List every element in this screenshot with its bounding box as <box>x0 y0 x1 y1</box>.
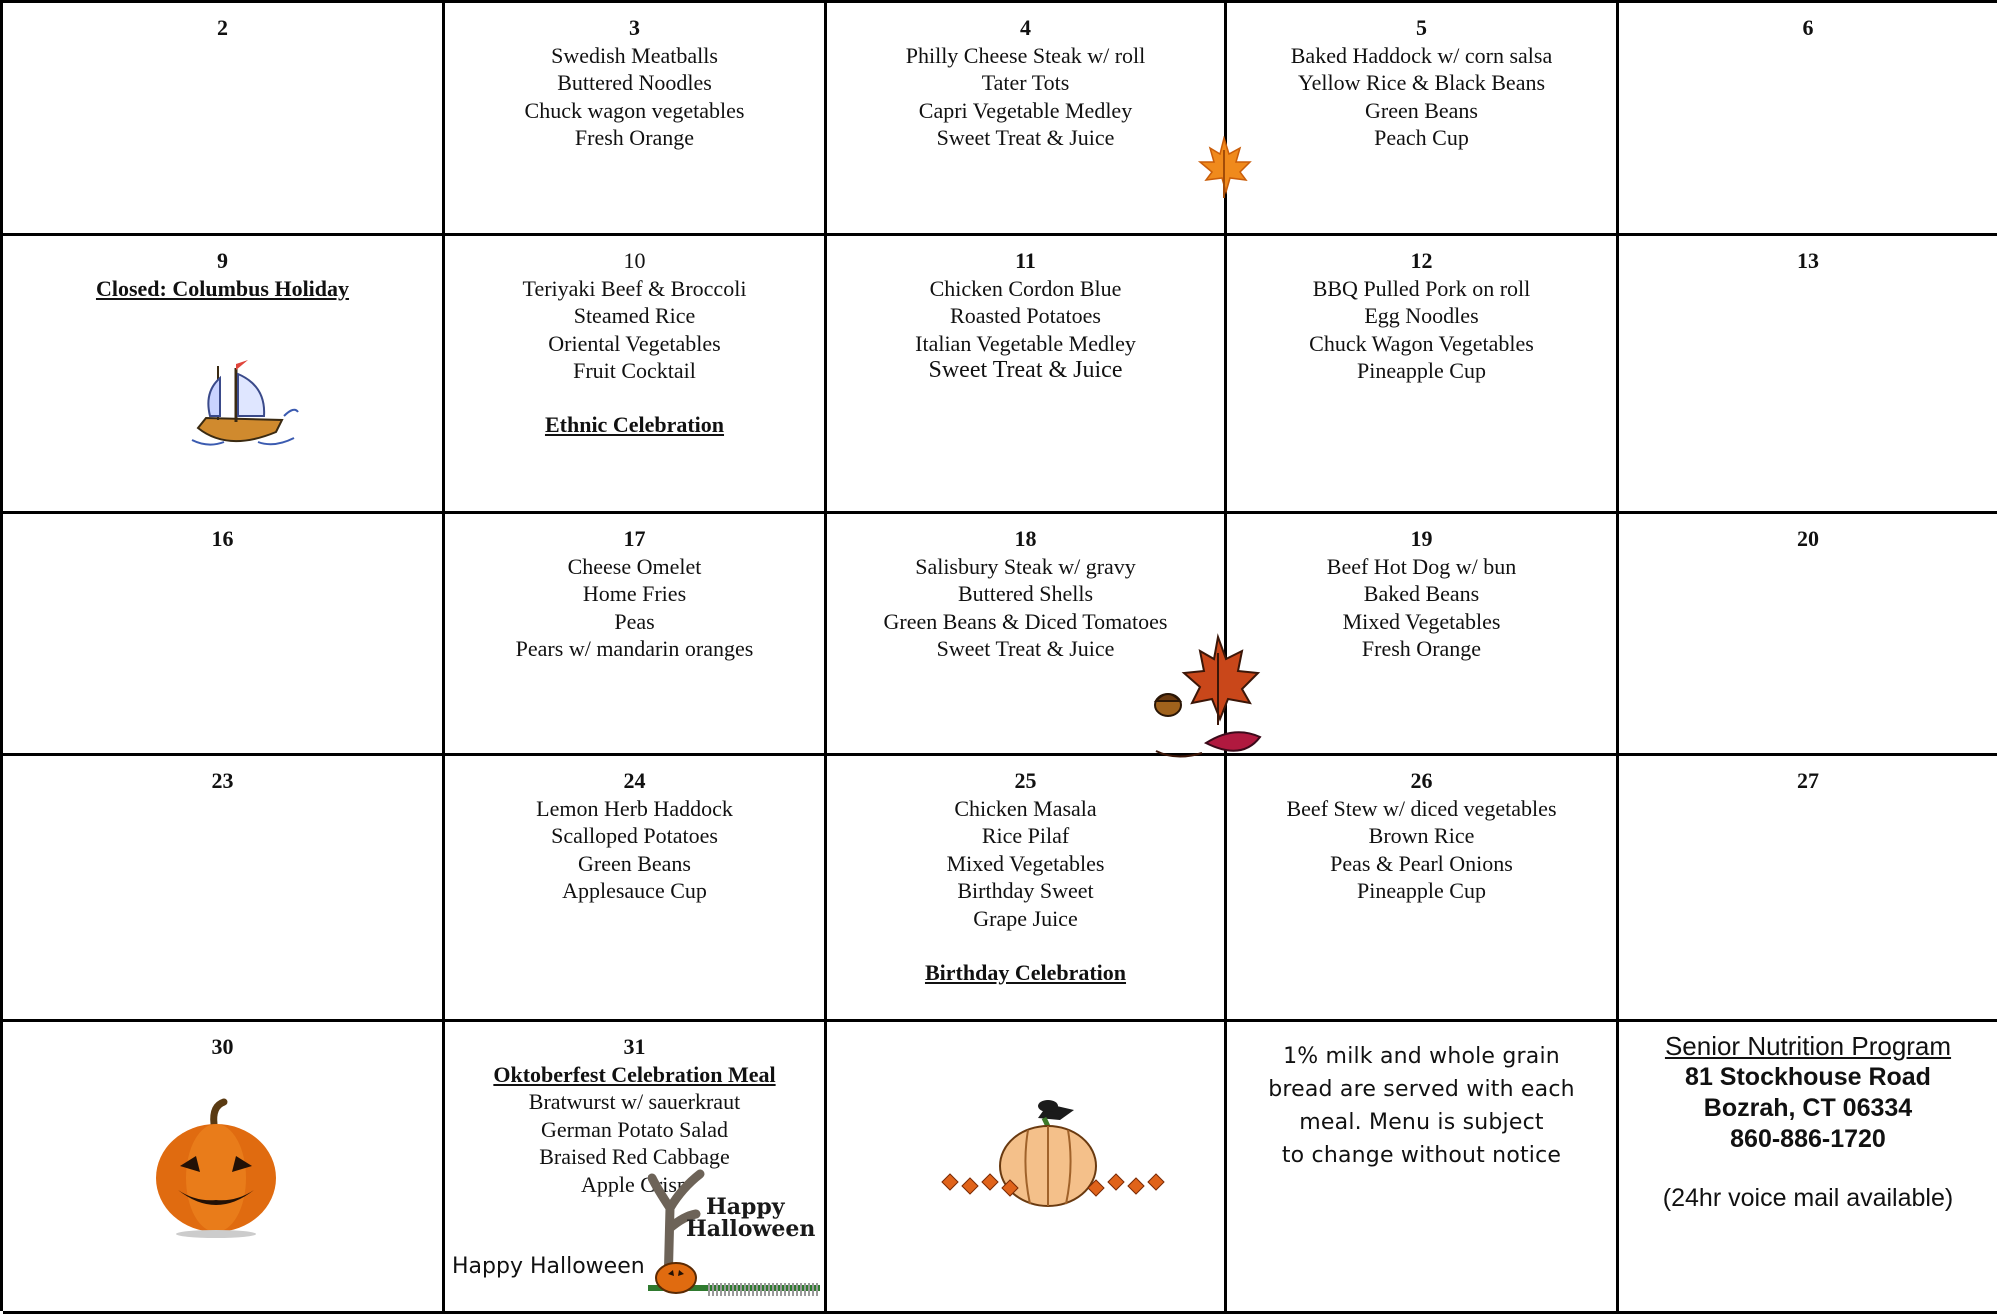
menu-item: Rice Pilaf <box>981 823 1070 848</box>
day-number: 12 <box>1410 248 1433 273</box>
day-cell-27 <box>1619 756 1997 1022</box>
day-number: 17 <box>623 526 646 551</box>
menu-item: Green Beans & Diced Tomatoes <box>883 608 1168 634</box>
menu-item: Buttered Shells <box>957 581 1094 606</box>
voicemail-note: (24hr voice mail available) <box>1662 1184 1954 1212</box>
menu-item: Oriental Vegetables <box>548 330 721 356</box>
menu-item: Grape Juice <box>973 905 1078 931</box>
sign-label-halloween: Halloween <box>686 1216 816 1242</box>
menu-item: Baked Haddock w/ corn salsa <box>1290 42 1553 68</box>
menu-item: Apple Crisp <box>581 1171 688 1197</box>
menu-item: Lemon Herb Haddock <box>536 795 733 821</box>
menu-item: Teriyaki Beef & Broccoli <box>522 275 747 301</box>
menu-item: Tater Tots <box>981 70 1070 95</box>
day-cell-16 <box>3 514 445 756</box>
menu-item: Home Fries <box>582 581 687 606</box>
day-number: 10 <box>623 248 646 273</box>
menu-note <box>1227 1022 1619 1314</box>
menu-item: Swedish Meatballs <box>551 42 718 68</box>
day-number: 9 <box>217 248 228 273</box>
menu-item: Egg Noodles <box>1364 303 1479 328</box>
event-label: Ethnic Celebration <box>544 411 725 437</box>
menu-item: Beef Hot Dog w/ bun <box>1326 553 1517 579</box>
day-cell-13 <box>1619 236 1997 514</box>
program-phone: 860-886-1720 <box>1730 1125 1886 1153</box>
menu-item: Salisbury Steak w/ gravy <box>915 553 1136 579</box>
day-number: 27 <box>1797 768 1819 793</box>
menu-item: Brown Rice <box>1368 823 1475 848</box>
maple-leaf-icon <box>1196 136 1252 202</box>
event-label: Birthday Celebration <box>924 960 1127 985</box>
menu-item: Pineapple Cup <box>1357 878 1486 903</box>
menu-item: Peach Cup <box>1374 125 1469 150</box>
menu-item: Sweet Treat & Juice <box>936 125 1115 150</box>
menu-item: Green Beans <box>1364 97 1478 123</box>
day-number: 31 <box>623 1034 646 1059</box>
note-line: to change without notice <box>1281 1143 1562 1168</box>
day-cell-20 <box>1619 514 1997 756</box>
day-number: 24 <box>623 768 646 793</box>
jack-o-lantern-icon <box>152 1096 280 1238</box>
menu-item: Fruit Cocktail <box>573 358 696 383</box>
day-number: 19 <box>1410 526 1433 551</box>
menu-item: German Potato Salad <box>541 1116 728 1142</box>
menu-item: Italian Vegetable Medley <box>915 330 1136 356</box>
day-cell-10 <box>445 236 827 514</box>
menu-item: Pears w/ mandarin oranges <box>515 636 754 661</box>
day-number: 26 <box>1410 768 1433 793</box>
ship-icon <box>188 356 302 460</box>
day-cell-24 <box>445 756 827 1022</box>
menu-item: Sweet Treat & Juice <box>928 357 1123 383</box>
day-number: 4 <box>1020 15 1031 40</box>
day-cell-11 <box>827 236 1227 514</box>
menu-item: Mixed Vegetables <box>1342 608 1501 634</box>
program-city: Bozrah, CT 06334 <box>1703 1094 1913 1122</box>
menu-item: Sweet Treat & Juice <box>936 636 1115 661</box>
menu-item: Fresh Orange <box>1361 636 1482 661</box>
day-number: 3 <box>629 15 640 40</box>
menu-item: Peas & Pearl Onions <box>1330 850 1513 876</box>
menu-item: Pineapple Cup <box>1357 358 1486 383</box>
note-line: meal. Menu is subject <box>1299 1110 1544 1135</box>
day-cell-3 <box>445 3 827 236</box>
menu-item: Steamed Rice <box>573 303 696 328</box>
program-info <box>1619 1022 1997 1314</box>
menu-item: Capri Vegetable Medley <box>918 97 1133 123</box>
menu-item: Braised Red Cabbage <box>539 1144 730 1169</box>
menu-item: Chuck Wagon Vegetables <box>1309 330 1534 356</box>
day-number: 30 <box>211 1034 234 1059</box>
day-cell-12 <box>1227 236 1619 514</box>
day-cell-2 <box>3 3 445 236</box>
menu-item: Peas <box>614 608 655 634</box>
menu-item: BBQ Pulled Pork on roll <box>1312 275 1531 301</box>
menu-item: Beef Stew w/ diced vegetables <box>1286 795 1557 821</box>
day-cell-23 <box>3 756 445 1022</box>
program-address: 81 Stockhouse Road <box>1685 1063 1931 1091</box>
happy-halloween-text: Happy Halloween <box>452 1254 645 1279</box>
menu-item: Chicken Cordon Blue <box>929 275 1122 301</box>
autumn-leaf-acorn-icon <box>1146 633 1266 769</box>
day-number: 16 <box>211 526 234 551</box>
day-cell-19 <box>1227 514 1619 756</box>
event-label: Oktoberfest Celebration Meal <box>493 1061 776 1087</box>
menu-item: Cheese Omelet <box>567 553 702 579</box>
program-name: Senior Nutrition Program <box>1664 1031 1952 1061</box>
holiday-closed-label: Closed: Columbus Holiday <box>95 275 350 301</box>
menu-item: Mixed Vegetables <box>946 850 1105 876</box>
day-number: 5 <box>1416 15 1427 40</box>
day-number: 20 <box>1797 526 1819 551</box>
day-number: 2 <box>217 15 228 40</box>
day-number: 25 <box>1014 768 1037 793</box>
day-cell-4 <box>827 3 1227 236</box>
day-cell-6 <box>1619 3 1997 236</box>
day-number: 23 <box>211 768 234 793</box>
day-cell-26 <box>1227 756 1619 1022</box>
menu-item: Yellow Rice & Black Beans <box>1297 70 1546 95</box>
day-cell-17 <box>445 514 827 756</box>
note-line: 1% milk and whole grain <box>1283 1044 1560 1069</box>
sign-label-happy: Happy <box>706 1194 785 1220</box>
menu-item: Roasted Potatoes <box>950 303 1101 328</box>
day-number: 13 <box>1797 248 1819 273</box>
day-number: 18 <box>1014 526 1037 551</box>
menu-item: Buttered Noodles <box>557 70 712 95</box>
menu-item: Bratwurst w/ sauerkraut <box>528 1089 741 1114</box>
menu-item: Chuck wagon vegetables <box>524 97 745 123</box>
menu-item: Philly Cheese Steak w/ roll <box>905 42 1146 68</box>
day-cell-5 <box>1227 3 1619 236</box>
menu-item: Chicken Masala <box>954 795 1097 821</box>
day-cell-25 <box>827 756 1227 1022</box>
halloween-tree-icon <box>648 1168 820 1296</box>
day-number: 6 <box>1802 15 1814 40</box>
menu-item: Applesauce Cup <box>562 878 707 903</box>
day-number: 11 <box>1015 248 1036 273</box>
menu-item: Green Beans <box>577 850 691 876</box>
menu-item: Fresh Orange <box>574 125 695 150</box>
menu-item: Birthday Sweet <box>957 878 1094 903</box>
menu-item: Scalloped Potatoes <box>551 823 718 848</box>
note-line: bread are served with each <box>1268 1077 1575 1102</box>
menu-item: Baked Beans <box>1363 581 1480 606</box>
pumpkin-crow-icon <box>938 1070 1168 1210</box>
